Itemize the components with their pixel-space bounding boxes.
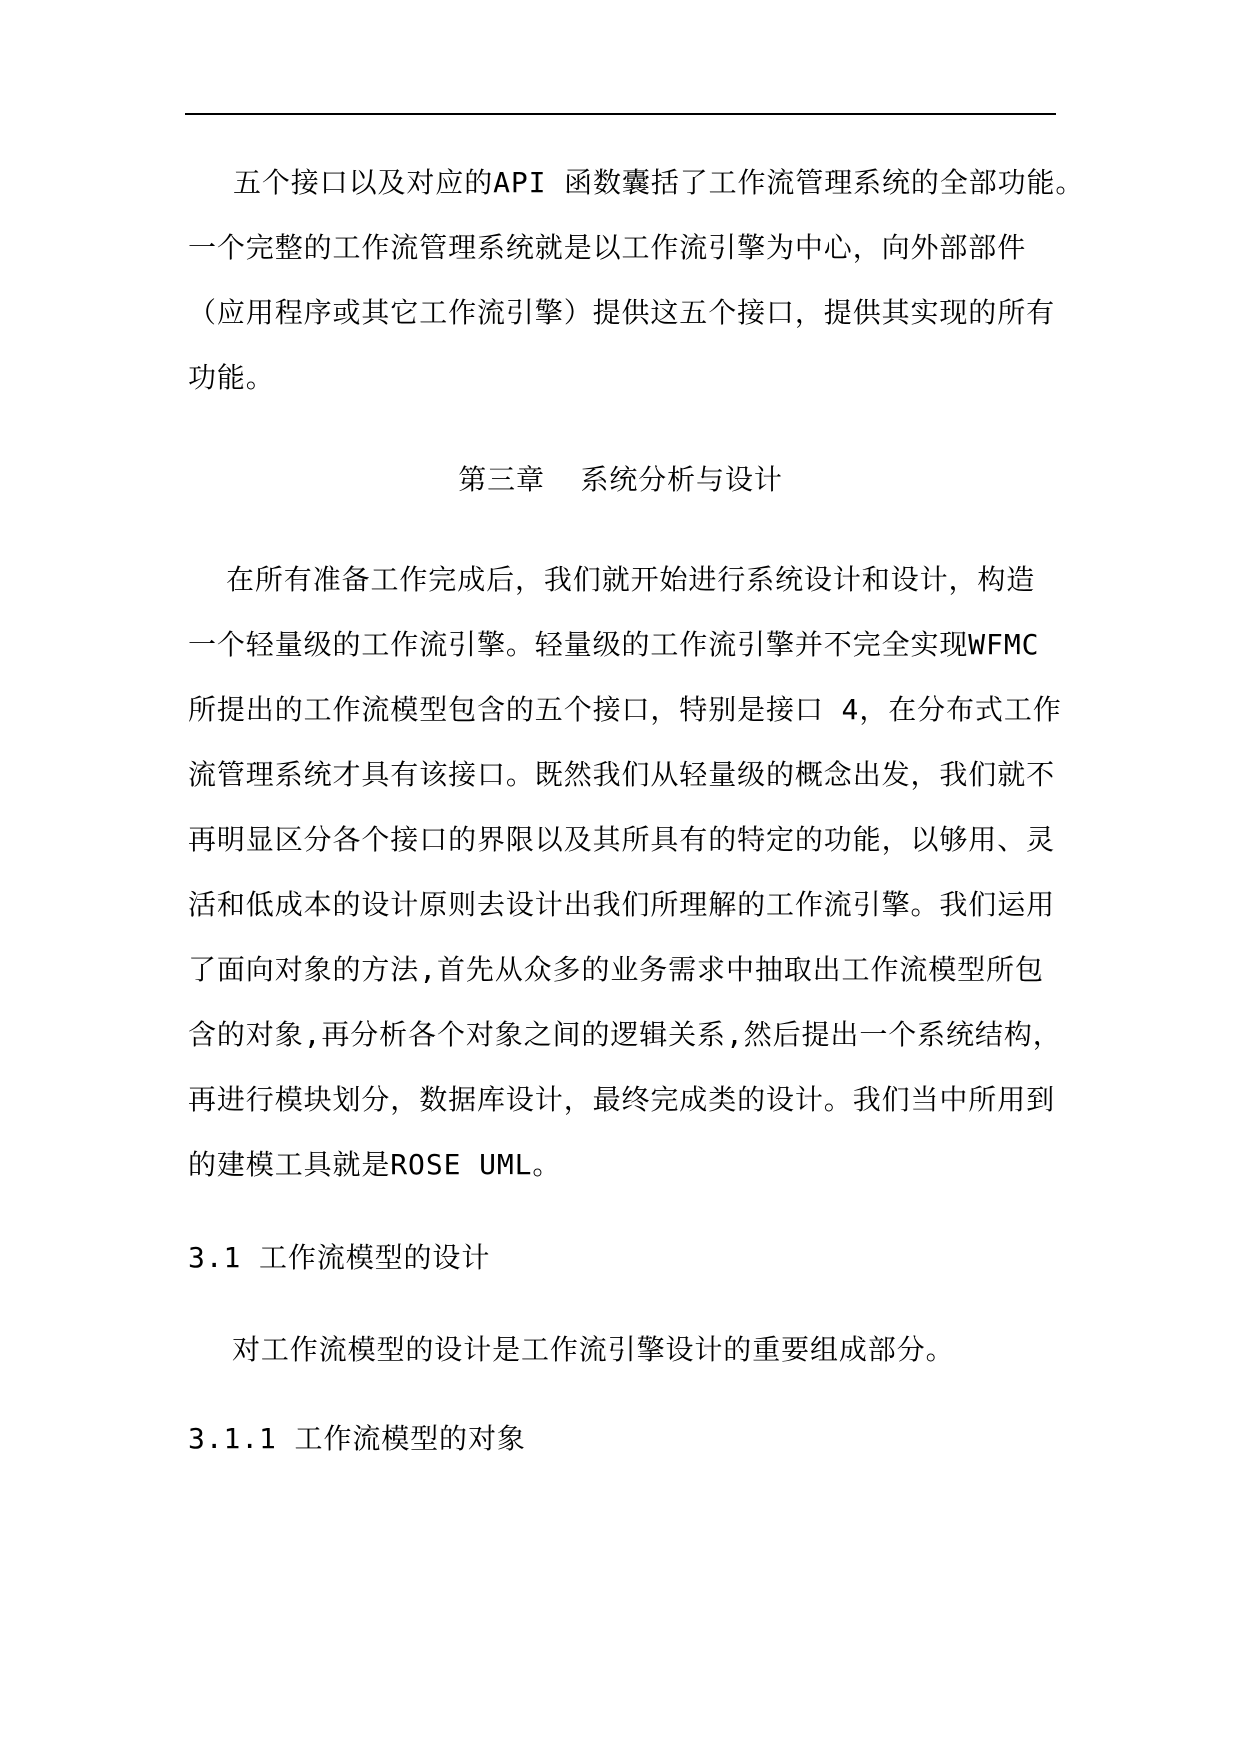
paragraph-line: 活和低成本的设计原则去设计出我们所理解的工作流引擎。我们运用 — [188, 888, 1056, 921]
section-heading-text: 3.1 工作流模型的设计 — [188, 1241, 491, 1274]
paragraph-line: 的建模工具就是ROSE UML。 — [188, 1148, 562, 1181]
paragraph-line: 一个完整的工作流管理系统就是以工作流引擎为中心，向外部部件 — [188, 231, 1027, 264]
header-rule — [185, 113, 1056, 115]
paragraph-line: 再进行模块划分，数据库设计，最终完成类的设计。我们当中所用到 — [188, 1083, 1056, 1116]
paragraph-line: 在所有准备工作完成后，我们就开始进行系统设计和设计，构造 — [226, 563, 1036, 596]
paragraph-line: （应用程序或其它工作流引擎）提供这五个接口，提供其实现的所有 — [188, 296, 1056, 329]
paragraph-line: 一个轻量级的工作流引擎。轻量级的工作流引擎并不完全实现WFMC — [188, 628, 1040, 661]
paragraph-line: 流管理系统才具有该接口。既然我们从轻量级的概念出发，我们就不 — [188, 758, 1056, 791]
paragraph-line: 五个接口以及对应的API 函数囊括了工作流管理系统的全部功能。 — [233, 166, 1085, 199]
chapter-heading: 第三章 系统分析与设计 — [458, 463, 783, 496]
paragraph-line: 对工作流模型的设计是工作流引擎设计的重要组成部分。 — [232, 1333, 955, 1366]
paragraph-line: 所提出的工作流模型包含的五个接口，特别是接口 4，在分布式工作 — [188, 693, 1062, 726]
paragraph-line: 功能。 — [188, 361, 275, 394]
subsection-heading-text: 3.1.1 工作流模型的对象 — [188, 1422, 526, 1455]
paragraph-line: 了面向对象的方法,首先从众多的业务需求中抽取出工作流模型所包 — [188, 953, 1044, 986]
paragraph — [188, 150, 1088, 410]
paragraph-line: 再明显区分各个接口的界限以及其所具有的特定的功能，以够用、灵 — [188, 823, 1056, 856]
subsection-heading — [188, 1406, 1088, 1471]
paragraph — [188, 547, 1088, 1197]
paragraph — [188, 1317, 1088, 1382]
section-heading — [188, 1225, 1088, 1290]
paragraph-line: 含的对象,再分析各个对象之间的逻辑关系,然后提出一个系统结构， — [188, 1018, 1062, 1051]
